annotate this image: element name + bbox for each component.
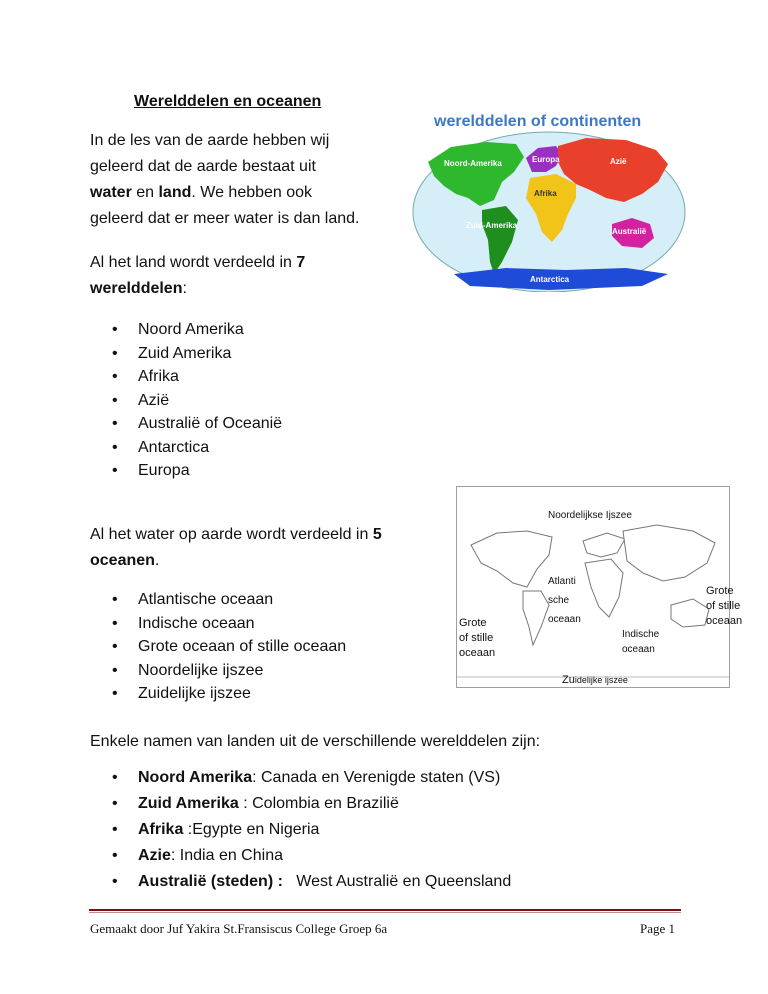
oceans-intro-dot: . xyxy=(154,552,160,569)
label-grote-left-line-3: oceaan xyxy=(459,647,496,659)
outline-afrika xyxy=(585,559,623,617)
label-atlantische-1: Atlanti xyxy=(548,576,576,587)
outline-azie xyxy=(623,525,715,581)
list-item: • Antarctica xyxy=(110,436,282,460)
country-sep: : xyxy=(252,769,261,786)
oceans-intro-line-2 xyxy=(90,548,382,574)
list-item: • Noord Amerika xyxy=(110,318,282,342)
list-item: • Azië xyxy=(110,389,282,413)
list-item xyxy=(110,869,511,895)
country-sep: : xyxy=(183,821,193,838)
label-zuidelijke-part-2: idelijke ijszee xyxy=(574,675,628,685)
continents-count: 7 xyxy=(296,254,306,271)
outline-noord-amerika xyxy=(471,531,552,587)
country-examples: India en China xyxy=(179,847,283,864)
list-item: • Grote oceaan of stille oceaan xyxy=(110,635,346,659)
continents-intro-line-2 xyxy=(90,276,305,302)
continents-intro-text: Al het land wordt verdeeld in xyxy=(90,254,297,271)
intro-line-2: geleerd dat de aarde bestaat uit xyxy=(90,158,316,175)
country-examples: Egypte en Nigeria xyxy=(192,821,320,838)
label-grote-right-line-3: oceaan xyxy=(706,615,743,627)
country-examples: Canada en Verenigde staten (VS) xyxy=(261,769,501,786)
list-item: • Zuid Amerika xyxy=(110,342,282,366)
list-item xyxy=(110,791,511,817)
intro-line-3-mid: en xyxy=(131,184,159,201)
outline-australie xyxy=(671,599,709,627)
continents-intro-line-1 xyxy=(90,250,305,276)
land-bold: land xyxy=(158,184,192,201)
list-item: • Afrika xyxy=(110,365,282,389)
intro-line-3-end: . We hebben ook xyxy=(191,184,313,201)
list-item xyxy=(110,765,511,791)
continents-intro xyxy=(90,250,305,302)
country-examples: Colombia en Brazilië xyxy=(252,795,399,812)
country-region: Azie xyxy=(138,847,171,864)
country-region: Noord Amerika xyxy=(138,769,253,786)
label-noordelijke-ijszee: Noordelijkse Ijszee xyxy=(548,510,632,521)
country-examples: West Australië en Queensland xyxy=(296,873,512,890)
outline-europa xyxy=(583,533,625,557)
footer-rule xyxy=(89,909,681,911)
country-sep: : xyxy=(170,847,180,864)
country-region: Afrika xyxy=(138,821,184,838)
oceans-intro-text: Al het water op aarde wordt verdeeld in xyxy=(90,526,373,543)
label-zuidelijke-part-1: Zu xyxy=(562,674,575,686)
label-grote-oceaan-left xyxy=(459,616,495,661)
label-indische-2: oceaan xyxy=(622,644,655,655)
list-item: • Indische oceaan xyxy=(110,612,346,636)
footer-rule-thin xyxy=(89,912,681,913)
label-noord-amerika: Noord-Amerika xyxy=(444,159,502,168)
countries-list xyxy=(110,765,511,895)
label-grote-right-line-2: of stille xyxy=(706,600,741,612)
water-bold: water xyxy=(90,184,132,201)
oceans-intro-line-1 xyxy=(90,522,382,548)
label-europa: Europa xyxy=(532,155,560,164)
list-item: • Atlantische oceaan xyxy=(110,588,346,612)
continents-map xyxy=(406,102,692,292)
werelddelen-bold: werelddelen xyxy=(90,280,183,297)
label-atlantische-2: sche xyxy=(548,595,570,606)
list-item: • Zuidelijke ijszee xyxy=(110,682,346,706)
label-azie: Azië xyxy=(610,157,627,166)
label-grote-right-line-1: Grote xyxy=(706,585,734,597)
list-item: • Noordelijke ijszee xyxy=(110,659,346,683)
label-grote-left-line-2: of stille xyxy=(459,632,494,644)
oceans-count: 5 xyxy=(372,526,382,543)
list-item: • Europa xyxy=(110,459,282,483)
intro-line-3 xyxy=(90,180,359,206)
country-sep: : xyxy=(238,795,253,812)
page-title: Werelddelen en oceanen xyxy=(134,93,322,110)
country-region: Zuid Amerika xyxy=(138,795,239,812)
label-atlantische-3: oceaan xyxy=(548,614,581,625)
oceans-intro xyxy=(90,522,382,574)
continents-list xyxy=(110,318,282,483)
label-australie: Australië xyxy=(612,227,647,236)
outline-zuid-amerika xyxy=(523,591,549,645)
label-indische-1: Indische xyxy=(622,629,660,640)
label-grote-oceaan-right xyxy=(706,584,742,629)
footer-author: Gemaakt door Juf Yakira St.Fransiscus College Groep 6a xyxy=(90,921,388,936)
list-item xyxy=(110,843,511,869)
intro-paragraph xyxy=(90,128,359,232)
country-sep xyxy=(283,873,296,890)
label-antarctica: Antarctica xyxy=(530,275,570,284)
oceans-list xyxy=(110,588,346,706)
label-grote-left-line-1: Grote xyxy=(459,617,487,629)
oceanen-bold: oceanen xyxy=(90,552,155,569)
countries-intro: Enkele namen van landen uit de verschillende werelddelen zijn: xyxy=(90,733,541,750)
intro-line-4: geleerd dat er meer water is dan land. xyxy=(90,210,360,227)
label-zuidelijke-ijszee xyxy=(562,673,628,687)
page-number: Page 1 xyxy=(640,921,676,936)
label-afrika: Afrika xyxy=(534,189,557,198)
continents-map-title: werelddelen of continenten xyxy=(434,113,642,130)
list-item: • Australië of Oceanië xyxy=(110,412,282,436)
country-region: Australië (steden) : xyxy=(138,873,283,890)
intro-line-1: In de les van de aarde hebben wij xyxy=(90,132,330,149)
label-zuid-amerika: Zuid-Amerika xyxy=(466,221,518,230)
continents-intro-colon: : xyxy=(182,280,187,297)
list-item xyxy=(110,817,511,843)
